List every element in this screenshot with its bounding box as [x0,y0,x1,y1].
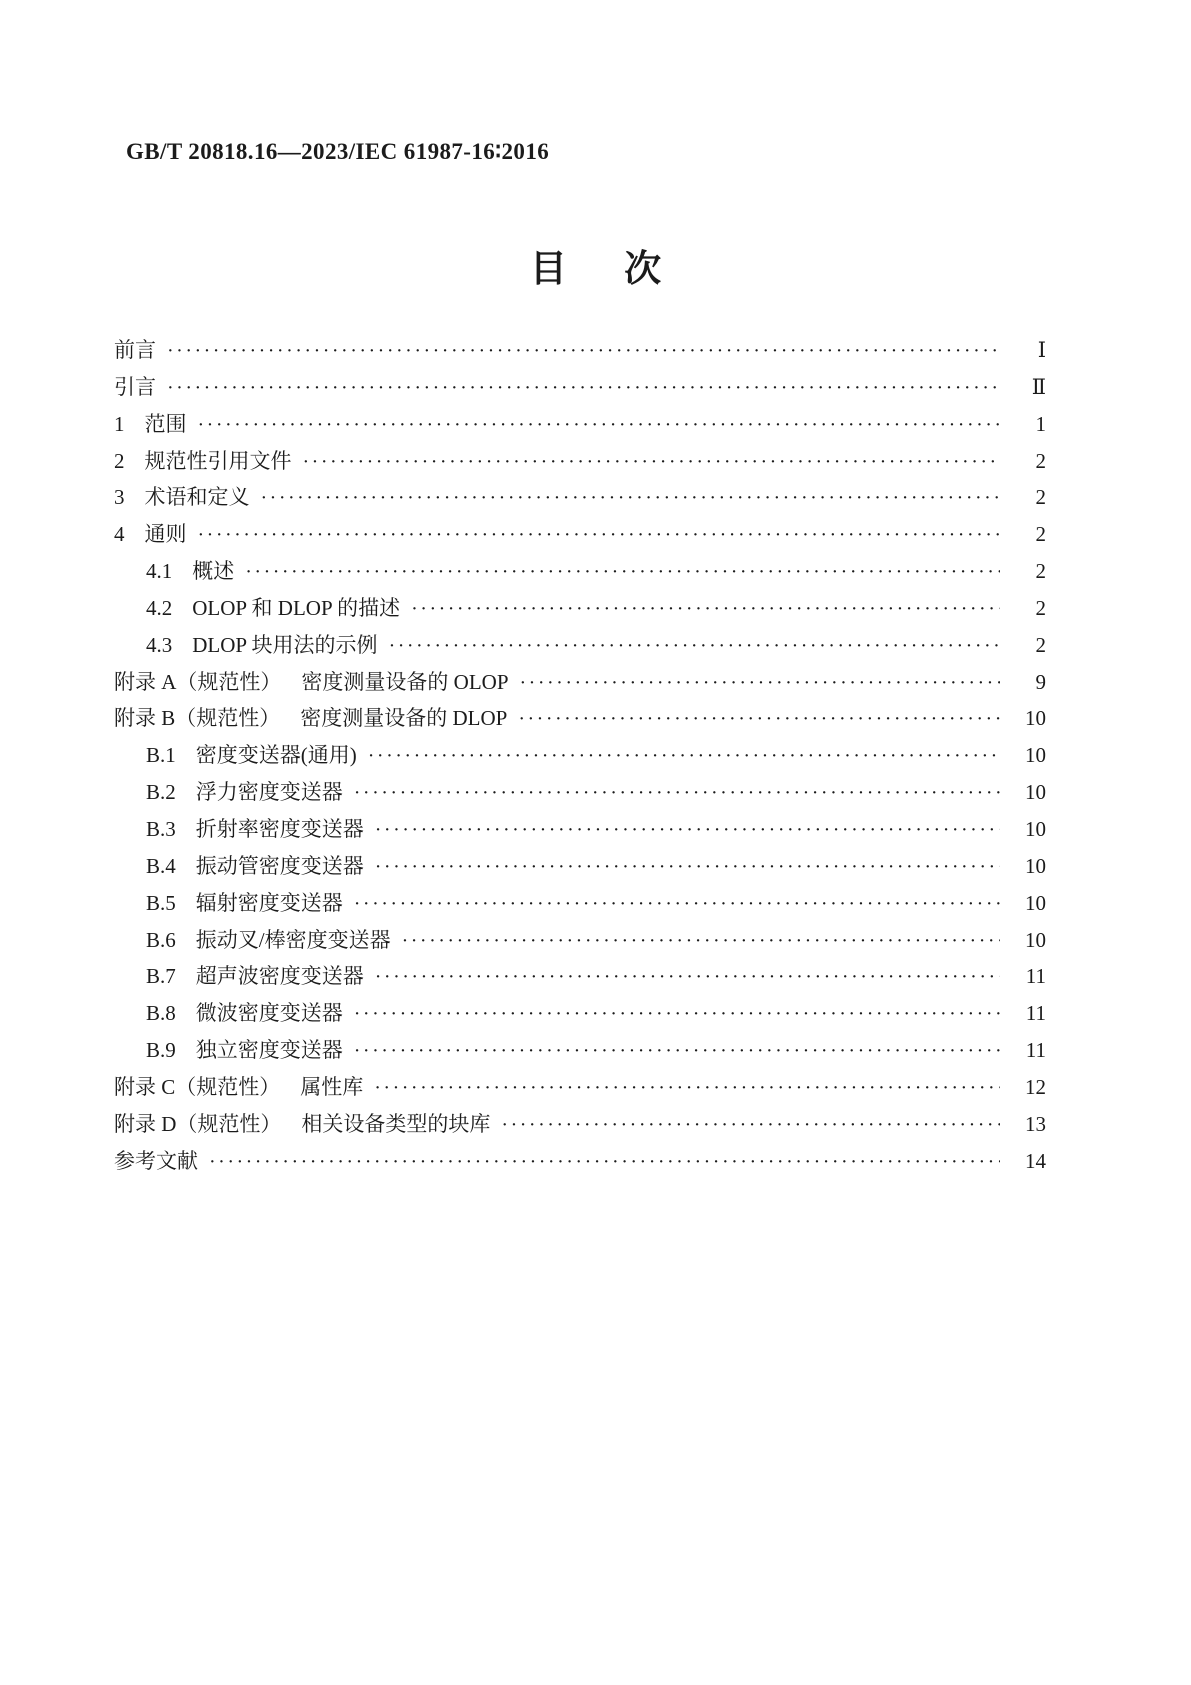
toc-entry-label: 前言 [114,338,156,362]
toc-entry-label: 术语和定义 [144,485,250,510]
toc-entry [114,406,1046,443]
toc-dot-leader [354,886,1000,923]
toc-entry-label: 超声波密度变送器 [195,964,364,989]
toc-dot-leader [520,665,1000,702]
toc-entry [114,700,1046,737]
toc-entry [114,811,1046,848]
toc-dot-leader [374,1070,1000,1107]
toc-entry-label: 密度测量设备的 OLOP [301,669,509,694]
toc-entry-label: 范围 [144,411,187,436]
toc-entry-label: 概述 [192,559,235,584]
toc-entry-number: 附录 B（规范性） [114,706,281,731]
toc-entry [114,1143,1046,1180]
toc-entry-number: 4 [114,522,125,547]
toc-entry-number: 4.3 [146,632,173,657]
toc-entry-number: 4.2 [146,595,173,620]
toc-entry-label: 密度变送器(通用) [195,743,357,768]
toc-dot-leader [198,407,1001,444]
toc-entry-number: B.5 [146,890,176,915]
toc-entry-number: B.4 [146,853,176,878]
toc-page-number: 10 [1025,927,1046,952]
toc-entry [114,958,1046,995]
toc-entry [114,369,1046,406]
toc-page-number: 2 [1035,595,1046,620]
toc-page-number: Ⅱ [1031,374,1046,399]
toc-page-number: 10 [1025,780,1046,805]
toc-dot-leader [167,370,1000,407]
page-title: 目次 [529,248,719,289]
toc-entry [114,516,1046,553]
toc-entry-label: 属性库 [300,1074,364,1099]
toc-entry-number: B.2 [146,780,176,805]
toc-page-number: 2 [1035,485,1046,510]
toc-entry-label: 引言 [114,374,156,399]
toc-page-number: 2 [1035,559,1046,584]
toc-entry-number: B.3 [146,816,176,841]
toc-dot-leader [402,923,1000,960]
toc-dot-leader [354,1033,1000,1070]
toc-entry-label: 参考文献 [114,1148,198,1173]
toc-entry-number: 附录 C（规范性） [114,1074,281,1099]
toc-entry-number: 附录 D（规范性） [114,1111,282,1136]
toc-entry-number: B.8 [146,1001,176,1026]
toc-entry [114,1069,1046,1106]
toc-entry [114,627,1046,664]
toc-entry [114,443,1046,480]
toc-page-number: 10 [1025,853,1046,878]
toc [114,332,1046,1179]
toc-entry-number: B.6 [146,927,176,952]
toc-dot-leader [518,701,1000,738]
toc-dot-leader [375,959,1000,996]
toc-entry-number: 3 [114,485,125,510]
toc-entry-label: 辐射密度变送器 [195,890,343,915]
toc-entry-number: 2 [114,448,125,473]
toc-page-number: 2 [1035,448,1046,473]
toc-entry-label: 规范性引用文件 [144,448,292,473]
toc-entry-number: 附录 A（规范性） [114,669,282,694]
toc-page-number: 13 [1025,1111,1046,1136]
toc-entry-label: 浮力密度变送器 [195,780,343,805]
toc-entry [114,922,1046,959]
toc-entry-label: 振动叉/棒密度变送器 [195,927,391,952]
toc-dot-leader [389,628,1000,665]
toc-entry [114,737,1046,774]
toc-page-number: 2 [1035,522,1046,547]
toc-entry-number: B.1 [146,743,176,768]
standard-number: GB/T 20818.16—2023/IEC 61987-16∶2016 [126,139,550,164]
toc-entry [114,848,1046,885]
title-row [0,238,1191,292]
toc-page-number: 9 [1035,669,1046,694]
toc-entry [114,479,1046,516]
toc-dot-leader [167,333,1000,370]
toc-entry-label: 密度测量设备的 DLOP [300,706,508,731]
toc-entry [114,553,1046,590]
toc-entry-label: 振动管密度变送器 [195,853,364,878]
toc-page-number: 11 [1025,1038,1046,1063]
toc-page-number: 1 [1035,411,1046,436]
toc-dot-leader [354,775,1000,812]
toc-entry-label: 折射率密度变送器 [195,816,364,841]
toc-page-number: 10 [1025,743,1046,768]
toc-entry-label: 微波密度变送器 [195,1001,343,1026]
toc-entry [114,1106,1046,1143]
toc-page-number: 10 [1025,706,1046,731]
toc-page-number: 2 [1035,632,1046,657]
toc-dot-leader [368,738,1000,775]
toc-entry [114,590,1046,627]
toc-entry-label: 通则 [144,522,187,547]
toc-page-number: 12 [1025,1074,1046,1099]
toc-entry-label: 相关设备类型的块库 [301,1111,491,1136]
toc-entry-number: B.9 [146,1038,176,1063]
toc-dot-leader [261,480,1001,517]
toc-dot-leader [375,849,1000,886]
toc-entry-label: 独立密度变送器 [195,1038,343,1063]
toc-entry-number: B.7 [146,964,176,989]
toc-entry [114,995,1046,1032]
toc-dot-leader [411,591,1000,628]
toc-dot-leader [501,1107,1000,1144]
toc-dot-leader [354,996,1000,1033]
toc-dot-leader [245,554,1000,591]
toc-entry-number: 4.1 [146,559,173,584]
toc-entry-label: DLOP 块用法的示例 [192,632,378,657]
toc-entry-label: OLOP 和 DLOP 的描述 [192,595,401,620]
toc-dot-leader [198,517,1001,554]
toc-page-number: 14 [1025,1148,1046,1173]
toc-entry-number: 1 [114,411,125,436]
toc-page-number: 10 [1025,816,1046,841]
toc-page-number: 10 [1025,890,1046,915]
toc-dot-leader [375,812,1000,849]
toc-page-number: Ⅰ [1037,338,1046,362]
toc-page-number: 11 [1025,964,1046,989]
toc-entry [114,664,1046,701]
toc-entry [114,332,1046,369]
toc-entry [114,774,1046,811]
toc-entry [114,885,1046,922]
toc-entry [114,1032,1046,1069]
toc-page-number: 11 [1025,1001,1046,1026]
toc-dot-leader [303,444,1001,481]
toc-dot-leader [209,1144,1000,1181]
